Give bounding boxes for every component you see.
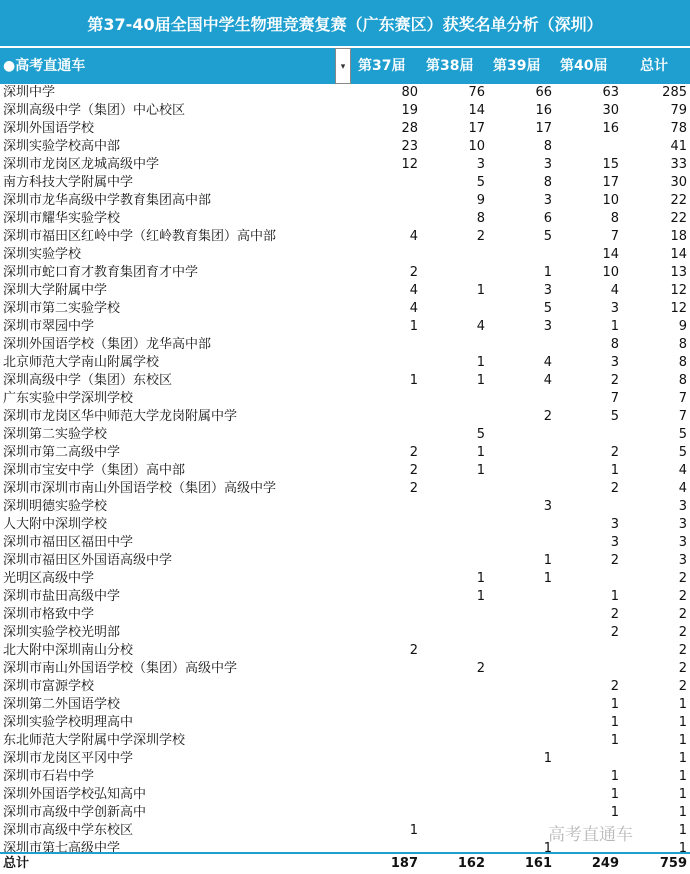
page-title: 第37-40届全国中学生物理竞赛复赛（广东赛区）获奖名单分析（深圳）	[0, 0, 690, 46]
totals-label: 总计	[3, 856, 30, 871]
cell-37: 2	[409, 481, 418, 496]
total-38: 162	[457, 856, 485, 871]
cell-37: 23	[401, 139, 418, 154]
table-row	[0, 552, 690, 570]
cell-total: 33	[670, 157, 687, 172]
cell-total: 41	[670, 139, 687, 154]
cell-total: 4	[678, 481, 687, 496]
school-name: 深圳市福田区福田中学	[3, 535, 134, 550]
school-name: 深圳大学附属中学	[3, 283, 108, 298]
cell-40: 8	[610, 337, 619, 352]
cell-40: 15	[602, 157, 619, 172]
cell-total: 22	[670, 211, 687, 226]
table-row	[0, 264, 690, 282]
school-name: 深圳市宝安中学（集团）高中部	[3, 463, 186, 478]
cell-37: 2	[409, 265, 418, 280]
table-row	[0, 120, 690, 138]
cell-total: 22	[670, 193, 687, 208]
cell-39: 1	[543, 751, 552, 766]
cell-total: 3	[678, 553, 687, 568]
cell-38: 1	[476, 355, 485, 370]
table-row	[0, 138, 690, 156]
cell-40: 3	[610, 301, 619, 316]
cell-39: 3	[543, 193, 552, 208]
cell-40: 16	[602, 121, 619, 136]
cell-38: 5	[476, 427, 485, 442]
school-name: 人大附中深圳学校	[3, 517, 108, 532]
table-row	[0, 786, 690, 804]
school-name: 深圳市第二高级中学	[3, 445, 121, 460]
cell-total: 2	[678, 625, 687, 640]
school-name: 深圳高级中学（集团）中心校区	[3, 103, 186, 118]
cell-40: 2	[610, 481, 619, 496]
cell-total: 7	[678, 391, 687, 406]
cell-total: 7	[678, 409, 687, 424]
cell-39: 3	[543, 319, 552, 334]
cell-total: 8	[678, 337, 687, 352]
school-name: 深圳第二实验学校	[3, 427, 108, 442]
school-name: 深圳第二外国语学校	[3, 697, 121, 712]
cell-37: 1	[409, 823, 418, 838]
cell-39: 1	[543, 265, 552, 280]
table-row	[0, 228, 690, 246]
cell-40: 1	[610, 769, 619, 784]
cell-40: 2	[610, 679, 619, 694]
school-name: 深圳市龙岗区龙城高级中学	[3, 157, 160, 172]
total-37: 187	[390, 856, 418, 871]
school-name: 北大附中深圳南山分校	[3, 643, 134, 658]
cell-total: 18	[670, 229, 687, 244]
cell-40: 8	[610, 211, 619, 226]
cell-40: 1	[610, 733, 619, 748]
school-name: 深圳市高级中学创新高中	[3, 805, 147, 820]
table-row	[0, 282, 690, 300]
school-name: 深圳市福田区红岭中学（红岭教育集团）高中部	[3, 229, 277, 244]
cell-38: 1	[476, 373, 485, 388]
cell-39: 1	[543, 571, 552, 586]
cell-39: 1	[543, 841, 552, 856]
cell-38: 17	[468, 121, 485, 136]
cell-38: 1	[476, 571, 485, 586]
school-name: 深圳市富源学校	[3, 679, 95, 694]
cell-total: 3	[678, 535, 687, 550]
school-name: 深圳市蛇口育才教育集团育才中学	[3, 265, 199, 280]
table-row	[0, 174, 690, 192]
table-header	[0, 48, 690, 84]
cell-38: 3	[476, 157, 485, 172]
table-row	[0, 84, 690, 102]
header-col-40[interactable]: 第40届	[560, 58, 608, 74]
school-name: 深圳市石岩中学	[3, 769, 95, 784]
table-row	[0, 606, 690, 624]
school-name: 深圳实验学校高中部	[3, 139, 121, 154]
table-row	[0, 696, 690, 714]
cell-40: 1	[610, 463, 619, 478]
cell-40: 1	[610, 589, 619, 604]
cell-37: 1	[409, 319, 418, 334]
cell-total: 78	[670, 121, 687, 136]
table-row	[0, 570, 690, 588]
cell-39: 8	[543, 175, 552, 190]
header-col-total[interactable]: 总计	[640, 58, 668, 74]
table-row	[0, 678, 690, 696]
school-name: 深圳市第二实验学校	[3, 301, 121, 316]
cell-37: 80	[401, 85, 418, 100]
cell-total: 1	[678, 697, 687, 712]
cell-38: 9	[476, 193, 485, 208]
table-row	[0, 516, 690, 534]
cell-total: 79	[670, 103, 687, 118]
cell-40: 7	[610, 391, 619, 406]
cell-40: 3	[610, 535, 619, 550]
total-all: 759	[659, 856, 687, 871]
cell-total: 2	[678, 607, 687, 622]
table-row	[0, 318, 690, 336]
cell-40: 2	[610, 625, 619, 640]
cell-total: 1	[678, 841, 687, 856]
school-name: 广东实验中学深圳学校	[3, 391, 134, 406]
table-row	[0, 642, 690, 660]
school-name: 深圳市南山外国语学校（集团）高级中学	[3, 661, 238, 676]
school-name: 深圳外国语学校（集团）龙华高中部	[3, 337, 212, 352]
header-label: ●高考直通车	[3, 58, 86, 74]
school-name: 深圳外国语学校	[3, 121, 95, 136]
cell-39: 16	[535, 103, 552, 118]
school-name: 深圳市盐田高级中学	[3, 589, 121, 604]
school-name: 深圳明德实验学校	[3, 499, 108, 514]
cell-40: 1	[610, 805, 619, 820]
table-row	[0, 246, 690, 264]
cell-40: 30	[602, 103, 619, 118]
table-row	[0, 624, 690, 642]
school-name: 深圳外国语学校弘知高中	[3, 787, 147, 802]
totals-row	[0, 852, 690, 874]
cell-37: 2	[409, 643, 418, 658]
cell-40: 14	[602, 247, 619, 262]
school-name: 深圳市耀华实验学校	[3, 211, 121, 226]
cell-total: 2	[678, 589, 687, 604]
total-39: 161	[524, 856, 552, 871]
cell-39: 2	[543, 409, 552, 424]
cell-40: 2	[610, 445, 619, 460]
cell-37: 4	[409, 229, 418, 244]
cell-total: 285	[662, 85, 687, 100]
cell-39: 17	[535, 121, 552, 136]
cell-40: 1	[610, 787, 619, 802]
cell-38: 8	[476, 211, 485, 226]
cell-38: 1	[476, 589, 485, 604]
cell-total: 2	[678, 571, 687, 586]
cell-37: 4	[409, 283, 418, 298]
cell-40: 2	[610, 373, 619, 388]
cell-40: 10	[602, 193, 619, 208]
cell-39: 1	[543, 553, 552, 568]
header-col-37[interactable]: 第37届	[358, 58, 406, 74]
cell-37: 4	[409, 301, 418, 316]
table-row	[0, 462, 690, 480]
table-row	[0, 192, 690, 210]
cell-total: 2	[678, 679, 687, 694]
school-name: 深圳实验学校明理高中	[3, 715, 134, 730]
table-row	[0, 732, 690, 750]
school-name: 深圳市格致中学	[3, 607, 95, 622]
cell-38: 1	[476, 445, 485, 460]
cell-total: 2	[678, 661, 687, 676]
table-row	[0, 336, 690, 354]
table-row	[0, 660, 690, 678]
table-row	[0, 390, 690, 408]
cell-40: 63	[602, 85, 619, 100]
cell-38: 2	[476, 229, 485, 244]
cell-total: 1	[678, 823, 687, 838]
cell-40: 2	[610, 553, 619, 568]
cell-37: 19	[401, 103, 418, 118]
cell-total: 1	[678, 787, 687, 802]
cell-total: 8	[678, 355, 687, 370]
cell-total: 1	[678, 715, 687, 730]
table-row	[0, 372, 690, 390]
table-row	[0, 534, 690, 552]
watermark: 高考直通车	[548, 825, 633, 845]
cell-38: 10	[468, 139, 485, 154]
cell-40: 17	[602, 175, 619, 190]
cell-total: 2	[678, 643, 687, 658]
cell-39: 3	[543, 499, 552, 514]
table-row	[0, 768, 690, 786]
table-row	[0, 480, 690, 498]
header-col-38[interactable]: 第38届	[426, 58, 474, 74]
cell-40: 10	[602, 265, 619, 280]
cell-38: 14	[468, 103, 485, 118]
cell-total: 3	[678, 499, 687, 514]
cell-38: 5	[476, 175, 485, 190]
cell-total: 3	[678, 517, 687, 532]
table-row	[0, 354, 690, 372]
school-name: 北京师范大学南山附属学校	[3, 355, 160, 370]
cell-40: 1	[610, 697, 619, 712]
school-name: 深圳市深圳市南山外国语学校（集团）高级中学	[3, 481, 277, 496]
cell-37: 2	[409, 445, 418, 460]
cell-39: 8	[543, 139, 552, 154]
school-name: 深圳市第七高级中学	[3, 841, 121, 856]
table-row	[0, 102, 690, 120]
cell-total: 13	[670, 265, 687, 280]
school-name: 光明区高级中学	[3, 571, 95, 586]
cell-total: 12	[670, 283, 687, 298]
cell-38: 1	[476, 283, 485, 298]
cell-38: 1	[476, 463, 485, 478]
school-name: 深圳市福田区外国语高级中学	[3, 553, 173, 568]
cell-37: 2	[409, 463, 418, 478]
cell-39: 4	[543, 373, 552, 388]
cell-40: 1	[610, 319, 619, 334]
school-name: 深圳实验学校	[3, 247, 82, 262]
table-row	[0, 714, 690, 732]
cell-40: 5	[610, 409, 619, 424]
table-row	[0, 498, 690, 516]
cell-total: 1	[678, 733, 687, 748]
table-row	[0, 408, 690, 426]
school-name: 深圳高级中学（集团）东校区	[3, 373, 173, 388]
cell-39: 3	[543, 157, 552, 172]
cell-39: 6	[543, 211, 552, 226]
cell-40: 3	[610, 517, 619, 532]
table-body	[0, 84, 690, 858]
table-row	[0, 750, 690, 768]
cell-40: 2	[610, 607, 619, 622]
cell-total: 9	[678, 319, 687, 334]
cell-total: 30	[670, 175, 687, 190]
cell-39: 3	[543, 283, 552, 298]
school-name: 南方科技大学附属中学	[3, 175, 134, 190]
cell-39: 4	[543, 355, 552, 370]
table-row	[0, 444, 690, 462]
school-name: 深圳市龙华高级中学教育集团高中部	[3, 193, 212, 208]
table-row	[0, 210, 690, 228]
cell-total: 14	[670, 247, 687, 262]
cell-total: 12	[670, 301, 687, 316]
cell-40: 1	[610, 715, 619, 730]
cell-total: 5	[678, 427, 687, 442]
cell-40: 7	[610, 229, 619, 244]
school-name: 东北师范大学附属中学深圳学校	[3, 733, 186, 748]
header-col-39[interactable]: 第39届	[493, 58, 541, 74]
cell-39: 5	[543, 301, 552, 316]
cell-38: 4	[476, 319, 485, 334]
table-row	[0, 156, 690, 174]
total-40: 249	[591, 856, 619, 871]
cell-total: 8	[678, 373, 687, 388]
school-name: 深圳市高级中学东校区	[3, 823, 134, 838]
cell-total: 4	[678, 463, 687, 478]
cell-37: 12	[401, 157, 418, 172]
cell-total: 1	[678, 805, 687, 820]
cell-38: 76	[468, 85, 485, 100]
filter-dropdown-icon[interactable]: ▾	[335, 48, 351, 84]
school-name: 深圳中学	[3, 85, 56, 100]
cell-37: 28	[401, 121, 418, 136]
table-row	[0, 426, 690, 444]
cell-39: 5	[543, 229, 552, 244]
school-name: 深圳市翠园中学	[3, 319, 95, 334]
cell-total: 5	[678, 445, 687, 460]
cell-37: 1	[409, 373, 418, 388]
school-name: 深圳市龙岗区华中师范大学龙岗附属中学	[3, 409, 238, 424]
school-name: 深圳实验学校光明部	[3, 625, 121, 640]
cell-40: 3	[610, 355, 619, 370]
table-row	[0, 588, 690, 606]
cell-38: 2	[476, 661, 485, 676]
cell-total: 1	[678, 751, 687, 766]
cell-39: 66	[535, 85, 552, 100]
school-name: 深圳市龙岗区平冈中学	[3, 751, 134, 766]
cell-total: 1	[678, 769, 687, 784]
cell-40: 4	[610, 283, 619, 298]
table-row	[0, 300, 690, 318]
